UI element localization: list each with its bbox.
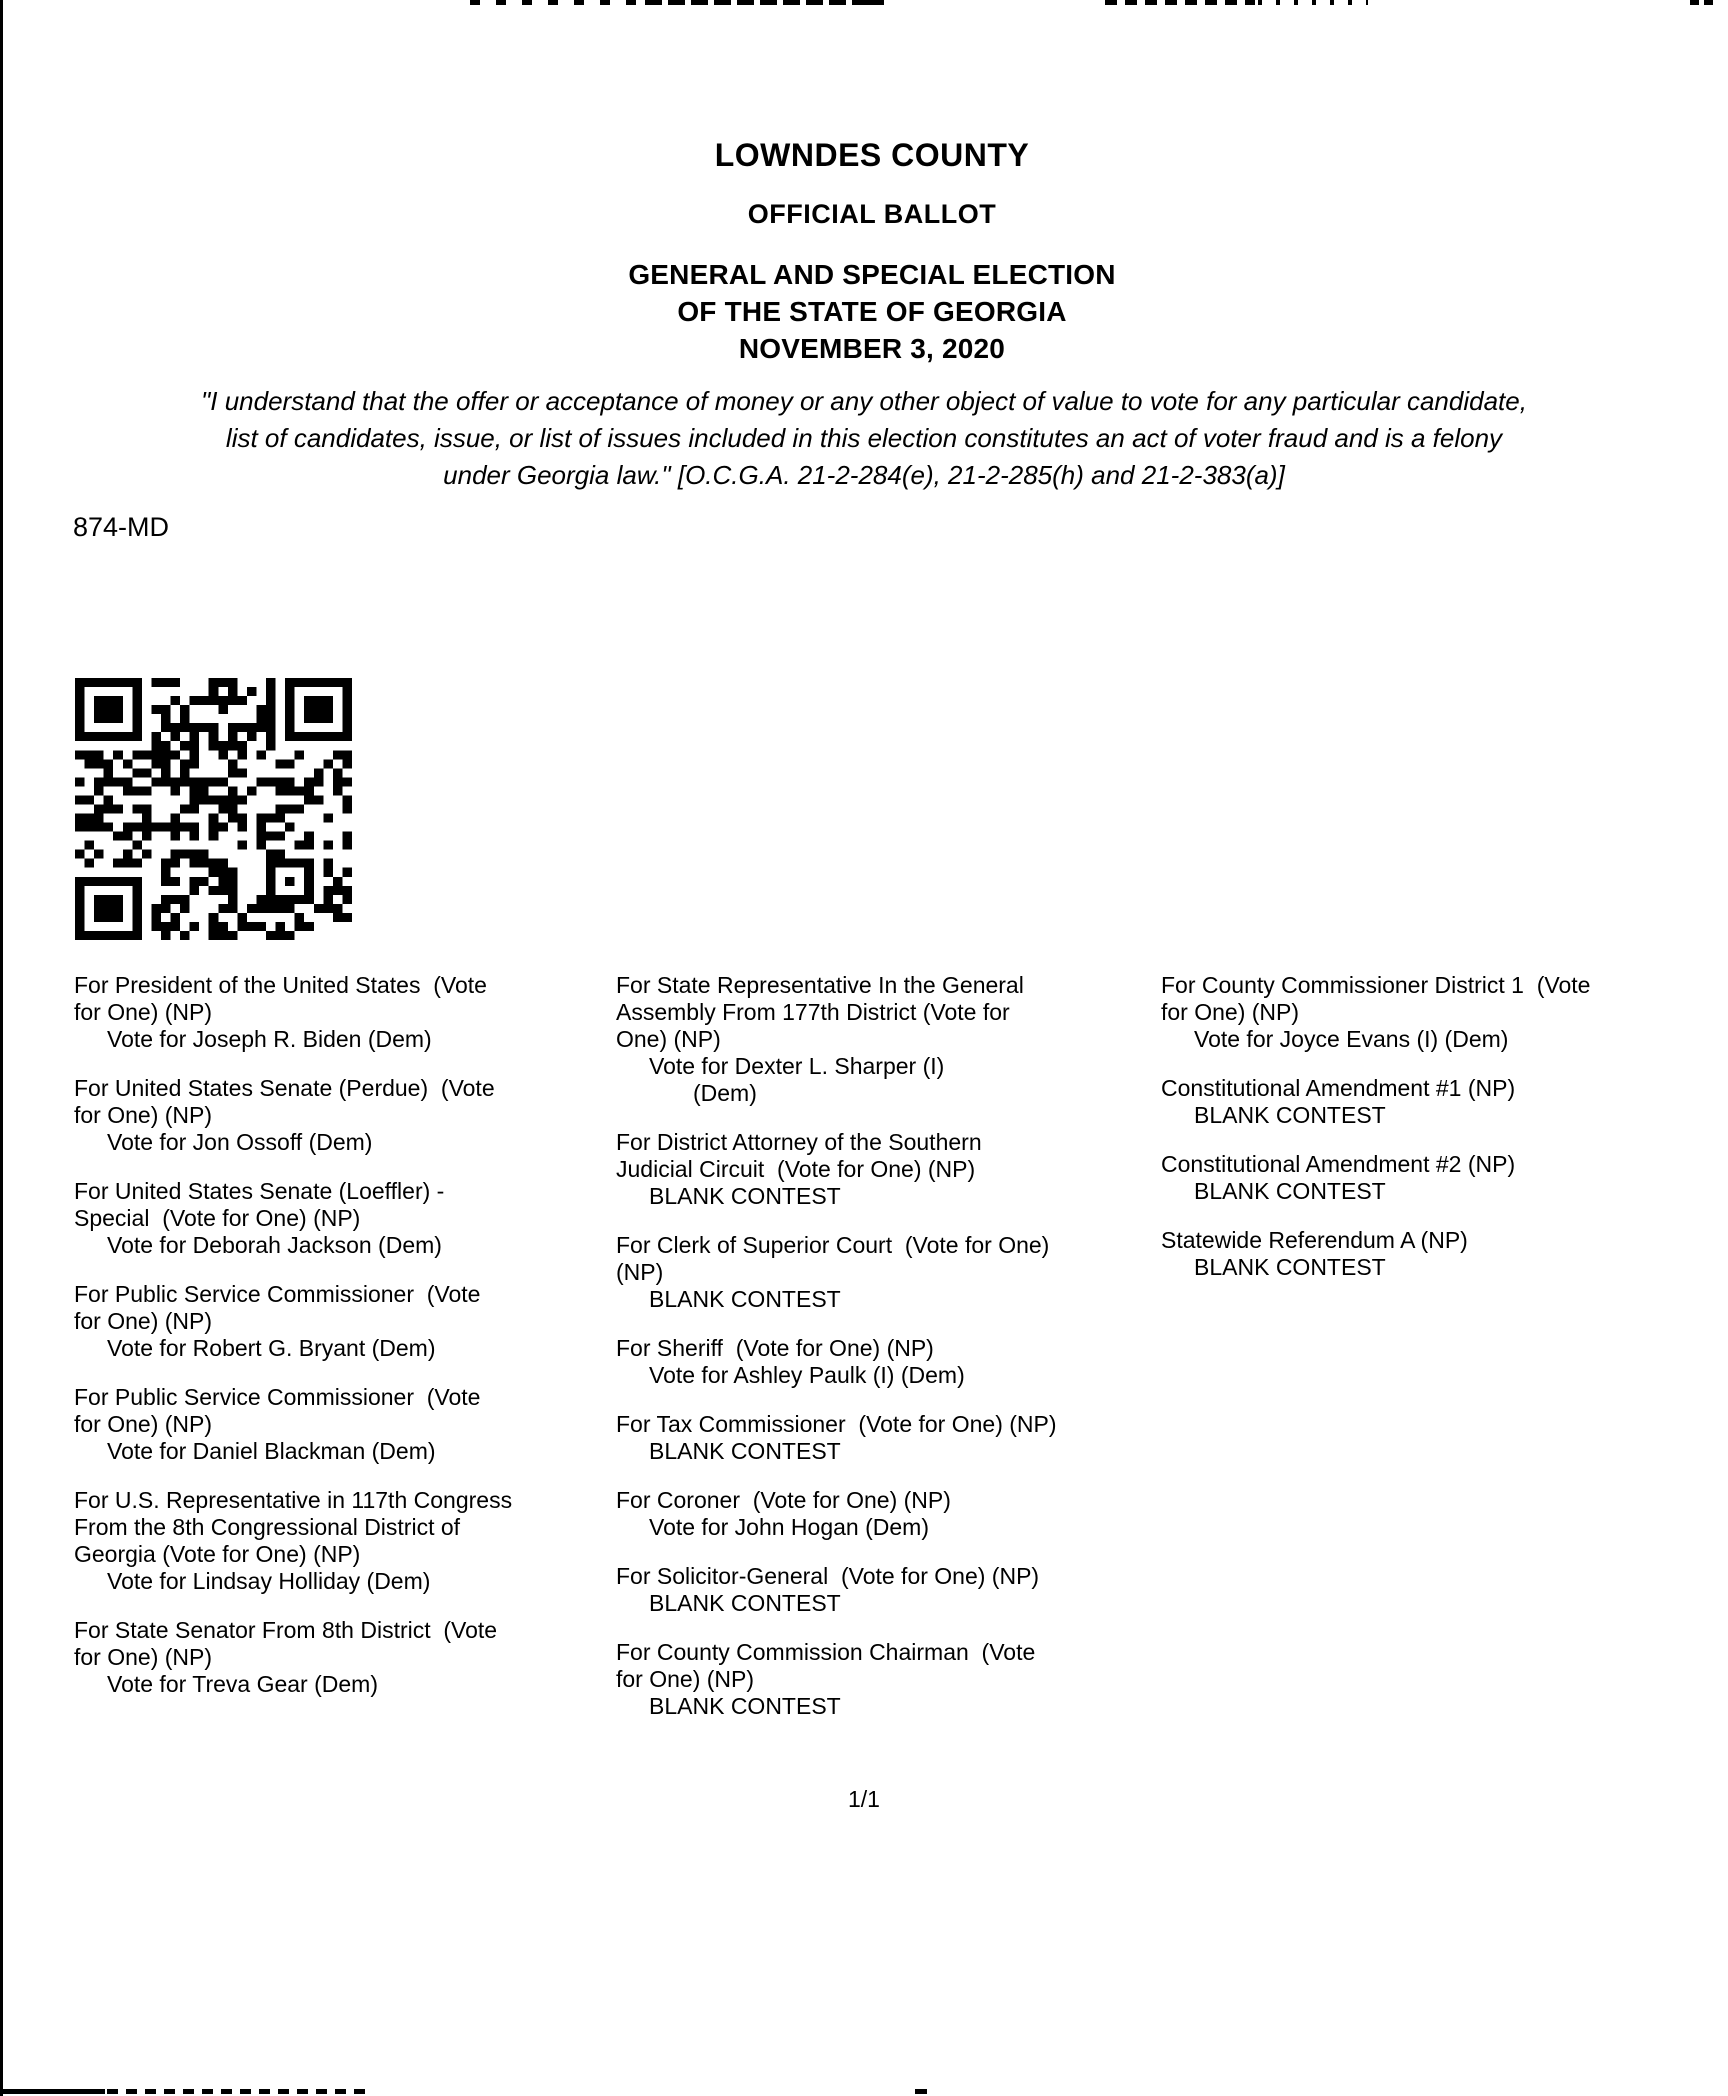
- fraud-notice-line: list of candidates, issue, or list of issues included in this election constitutes an act of voter fraud and is a felony: [225, 423, 1503, 453]
- contest-choice-line: BLANK CONTEST: [649, 1590, 841, 1616]
- contest-choice-line: Vote for Ashley Paulk (I) (Dem): [649, 1362, 965, 1388]
- contest-block: [74, 1617, 614, 1698]
- contest-title-line: For Public Service Commissioner (Vote: [74, 1384, 481, 1410]
- contest-block: [616, 1411, 1161, 1465]
- contest-choice-line: Vote for Deborah Jackson (Dem): [107, 1232, 442, 1258]
- contest-title-line: One) (NP): [616, 1026, 721, 1052]
- contest-choice-line: BLANK CONTEST: [649, 1438, 841, 1464]
- contest-title-line: For Solicitor-General (Vote for One) (NP): [616, 1563, 1040, 1589]
- contest-block: [616, 1563, 1161, 1617]
- contest-choice-line: Vote for Jon Ossoff (Dem): [107, 1129, 373, 1155]
- scan-artifact-top-edge: [1258, 0, 1368, 5]
- contest-block: [616, 1487, 1161, 1541]
- contest-title-line: Special (Vote for One) (NP): [74, 1205, 361, 1231]
- page-number: 1/1: [848, 1786, 880, 1812]
- scan-artifact-top-edge: [1105, 0, 1255, 5]
- contest-title-line: For United States Senate (Perdue) (Vote: [74, 1075, 495, 1101]
- contest-block: [1161, 1227, 1727, 1281]
- scan-artifact-top-edge: [860, 0, 884, 5]
- scan-artifact-bottom-edge: [915, 2089, 927, 2094]
- contest-choice-line: BLANK CONTEST: [649, 1286, 841, 1312]
- contest-block: [1161, 1075, 1727, 1129]
- contest-title-line: for One) (NP): [74, 1644, 213, 1670]
- contest-choice-line: (Dem): [693, 1080, 757, 1106]
- contest-title-line: Assembly From 177th District (Vote for: [616, 999, 1010, 1025]
- contest-title-line: for One) (NP): [1161, 999, 1300, 1025]
- contest-choice-line: Vote for John Hogan (Dem): [649, 1514, 929, 1540]
- contest-title-line: (NP): [616, 1259, 664, 1285]
- county-title: LOWNDES COUNTY: [714, 137, 1030, 173]
- contest-title-line: for One) (NP): [74, 1102, 213, 1128]
- ballot-title: OFFICIAL BALLOT: [747, 199, 997, 229]
- scan-artifact-bottom-edge: [107, 2089, 367, 2094]
- contest-block: [1161, 1151, 1727, 1205]
- contest-choice-line: Vote for Lindsay Holliday (Dem): [107, 1568, 431, 1594]
- contest-title-line: For Clerk of Superior Court (Vote for One): [616, 1232, 1050, 1258]
- fraud-notice: [0, 383, 1728, 494]
- ballot-style-code: 874-MD: [73, 512, 170, 542]
- contest-title-line: Statewide Referendum A (NP): [1161, 1227, 1468, 1253]
- contest-title-line: For Sheriff (Vote for One) (NP): [616, 1335, 934, 1361]
- contest-title-line: For Tax Commissioner (Vote for One) (NP): [616, 1411, 1057, 1437]
- contest-title-line: For United States Senate (Loeffler) -: [74, 1178, 445, 1204]
- qr-code: [75, 678, 352, 940]
- contest-block: [616, 1335, 1161, 1389]
- election-title-line: NOVEMBER 3, 2020: [738, 333, 1006, 364]
- contest-column-1: [74, 972, 614, 1720]
- contest-title-line: for One) (NP): [74, 1411, 213, 1437]
- contest-title-line: For State Representative In the General: [616, 972, 1024, 998]
- contest-choice-line: BLANK CONTEST: [1194, 1254, 1386, 1280]
- contest-block: [74, 1075, 614, 1156]
- contest-choice-line: BLANK CONTEST: [649, 1693, 841, 1719]
- contest-title-line: For County Commissioner District 1 (Vote: [1161, 972, 1591, 998]
- contest-title-line: for One) (NP): [616, 1666, 755, 1692]
- contest-title-line: For Coroner (Vote for One) (NP): [616, 1487, 951, 1513]
- contest-block: [616, 1232, 1161, 1313]
- contest-choice-line: Vote for Joseph R. Biden (Dem): [107, 1026, 432, 1052]
- contest-choice-line: Vote for Robert G. Bryant (Dem): [107, 1335, 436, 1361]
- contest-title-line: Georgia (Vote for One) (NP): [74, 1541, 361, 1567]
- contest-title-line: Judicial Circuit (Vote for One) (NP): [616, 1156, 976, 1182]
- contest-column-3: [1161, 972, 1727, 1303]
- contest-choice-line: Vote for Treva Gear (Dem): [107, 1671, 378, 1697]
- contest-choice-line: Vote for Daniel Blackman (Dem): [107, 1438, 436, 1464]
- contest-block: [74, 972, 614, 1053]
- fraud-notice-line: under Georgia law." [O.C.G.A. 21-2-284(e), 21-2-285(h) and 21-2-383(a)]: [443, 460, 1285, 490]
- scan-artifact-top-edge: [1690, 0, 1718, 5]
- contest-title-line: for One) (NP): [74, 1308, 213, 1334]
- contest-title-line: For District Attorney of the Southern: [616, 1129, 982, 1155]
- contest-title-line: for One) (NP): [74, 999, 213, 1025]
- fraud-notice-line: "I understand that the offer or acceptance of money or any other object of value to vote for any particular candidate,: [201, 386, 1527, 416]
- contest-choice-line: Vote for Dexter L. Sharper (I): [649, 1053, 945, 1079]
- contest-title-line: For State Senator From 8th District (Vote: [74, 1617, 498, 1643]
- contest-block: [616, 1639, 1161, 1720]
- contest-title-line: Constitutional Amendment #2 (NP): [1161, 1151, 1516, 1177]
- scan-artifact-top-edge: [645, 0, 870, 5]
- scan-artifact-left-edge: [0, 0, 3, 2096]
- contest-block: [74, 1384, 614, 1465]
- contest-block: [616, 1129, 1161, 1210]
- contest-title-line: For President of the United States (Vote: [74, 972, 487, 998]
- contest-title-line: For U.S. Representative in 117th Congress: [74, 1487, 513, 1513]
- contest-title-line: For County Commission Chairman (Vote: [616, 1639, 1036, 1665]
- election-title: [8, 256, 1728, 367]
- contest-column-2: [616, 972, 1161, 1742]
- contest-choice-line: BLANK CONTEST: [1194, 1102, 1386, 1128]
- contest-block: [74, 1281, 614, 1362]
- ballot-header: [8, 137, 1728, 367]
- contest-title-line: From the 8th Congressional District of: [74, 1514, 461, 1540]
- contest-block: [74, 1178, 614, 1259]
- election-title-line: OF THE STATE OF GEORGIA: [677, 296, 1067, 327]
- contest-title-line: Constitutional Amendment #1 (NP): [1161, 1075, 1516, 1101]
- contest-choice-line: Vote for Joyce Evans (I) (Dem): [1194, 1026, 1509, 1052]
- contest-block: [1161, 972, 1727, 1053]
- contest-block: [74, 1487, 614, 1595]
- contest-title-line: For Public Service Commissioner (Vote: [74, 1281, 481, 1307]
- scan-artifact-top-edge: [470, 0, 645, 5]
- contest-choice-line: BLANK CONTEST: [649, 1183, 841, 1209]
- contest-block: [616, 972, 1161, 1107]
- scan-artifact-bottom-edge: [0, 2089, 105, 2094]
- contest-choice-line: BLANK CONTEST: [1194, 1178, 1386, 1204]
- election-title-line: GENERAL AND SPECIAL ELECTION: [628, 259, 1116, 290]
